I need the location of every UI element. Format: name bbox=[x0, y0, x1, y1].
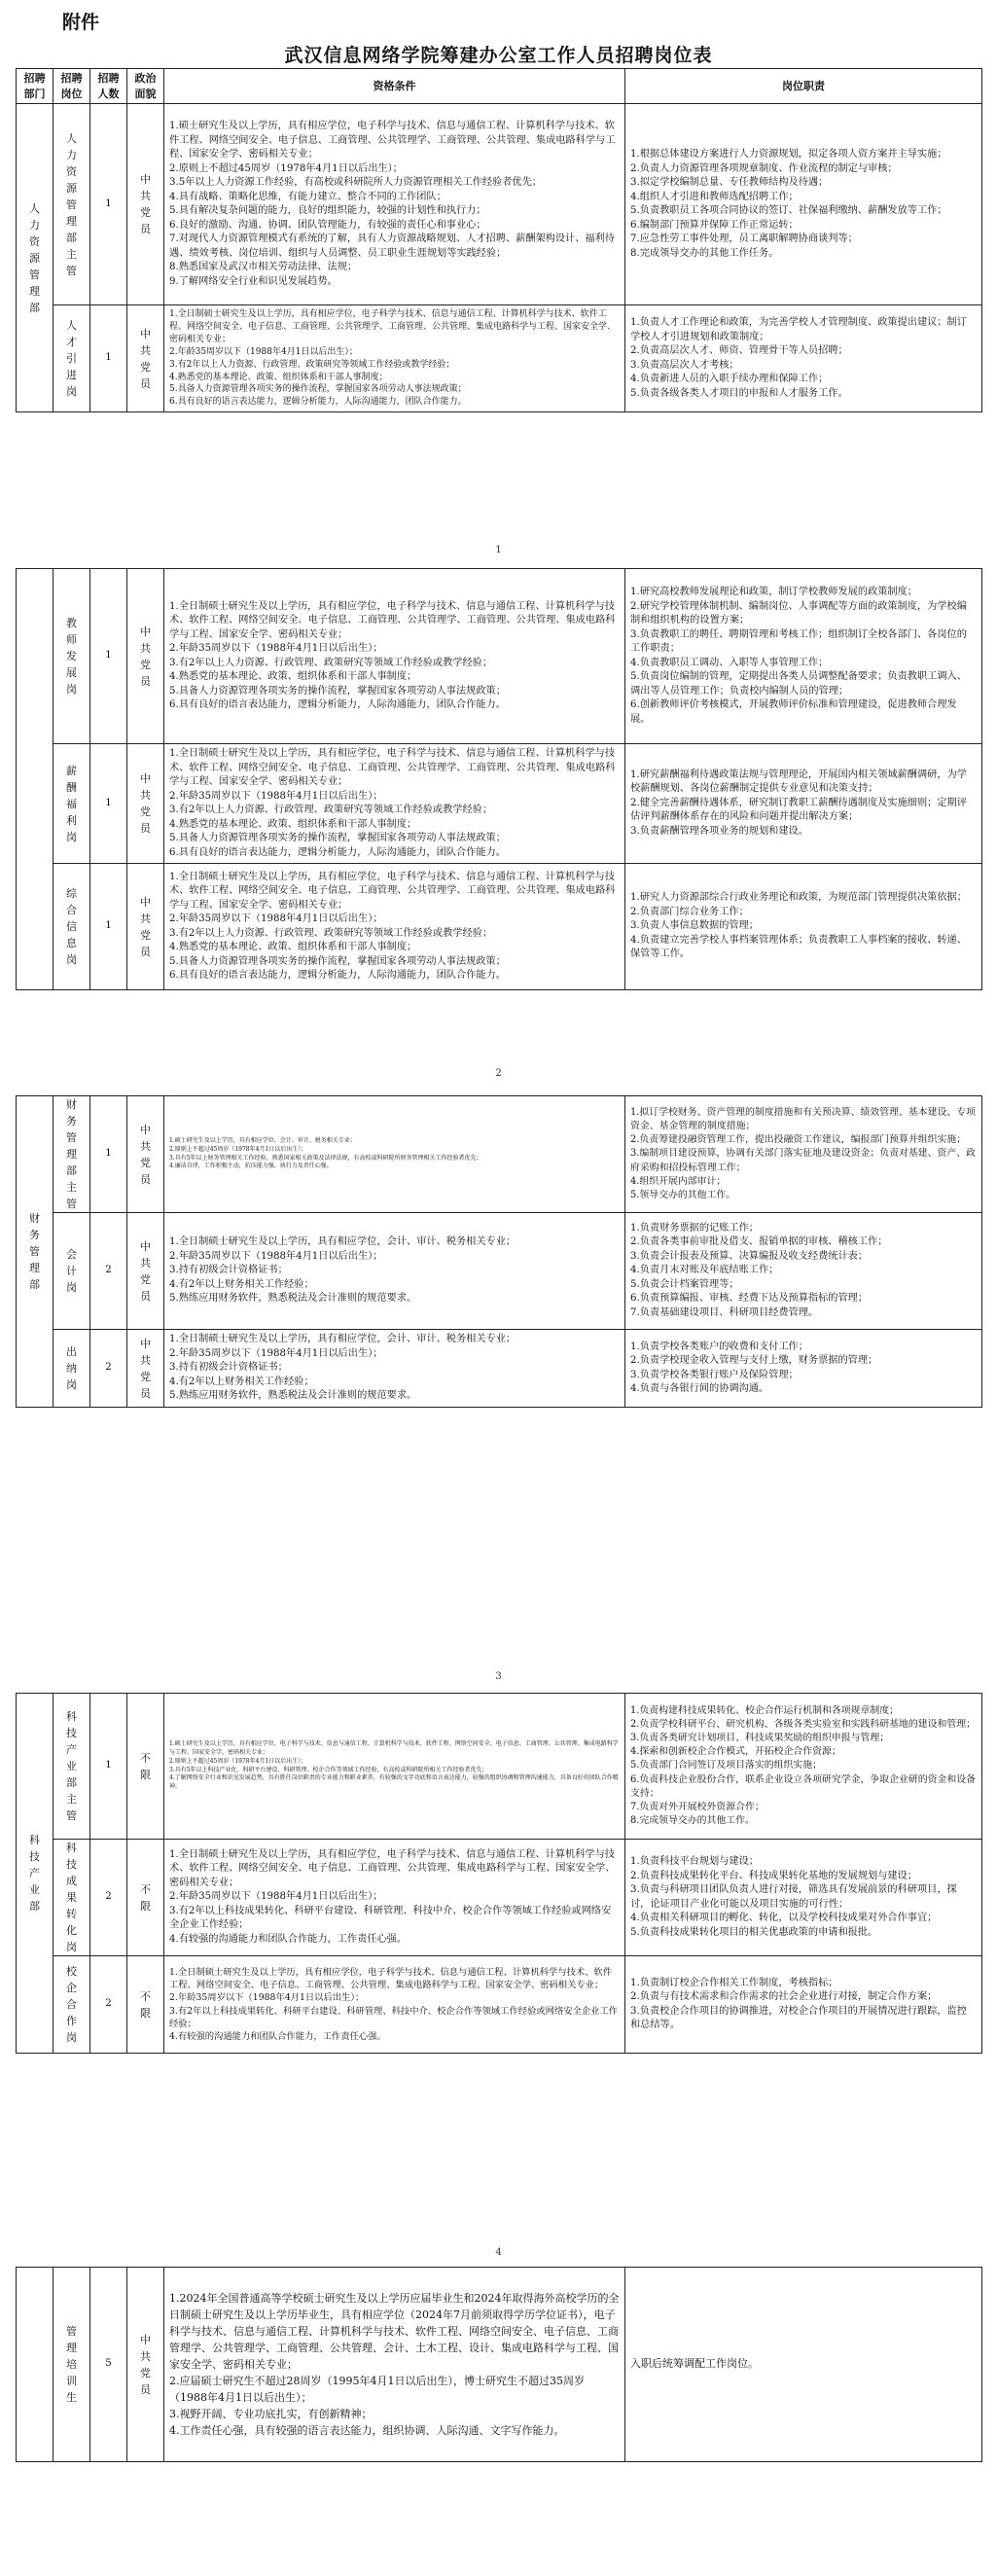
list-line: 3.负责薪酬管理各项业务的规划和建设。 bbox=[630, 825, 808, 837]
list-line: 1.硕士研究生及以上学历，具有相应学位，会计、审计、税务相关专业； bbox=[169, 1136, 356, 1144]
list-line: 4.具有战略、策略化思维，有能力建立、整合不同的工作团队； bbox=[169, 191, 446, 202]
position-political: 不限 bbox=[140, 1751, 151, 1781]
list-line: 3.负责与科研项目团队负责人进行对接，筛选具有发展前景的科研项目，探讨，论证项目产业化可能以及项目实施的可行性； bbox=[630, 1884, 957, 1910]
list-line: 6.负责预算编报、审核、经费下达及预算指标的管理； bbox=[630, 1293, 869, 1305]
list-line: 2.年龄35周岁以下（1988年4月1日以后出生）； bbox=[169, 346, 358, 357]
position-count: 1 bbox=[90, 1694, 127, 1840]
list-line: 4.负责与各银行间的协调沟通。 bbox=[630, 1383, 769, 1394]
list-line: 3.有2年以上人力资源、行政管理、政策研究等领域工作经验或教学经验； bbox=[169, 657, 493, 668]
list-line: 3.拟定学校编制总量、专任教师结构及待遇； bbox=[630, 177, 829, 188]
page-number: 3 bbox=[495, 1671, 502, 1682]
list-line: 3.视野开阔、专业功底扎实，有创新精神； bbox=[169, 2408, 373, 2420]
dept-name: 科技产业部 bbox=[29, 1834, 40, 1913]
position-political: 中共党员 bbox=[140, 1337, 151, 1400]
position-count: 1 bbox=[90, 744, 127, 864]
list-line: 5.熟练应用财务软件，熟悉税法及会计准则的规范要求。 bbox=[169, 1293, 417, 1305]
position-duties bbox=[625, 744, 982, 864]
list-line: 6.良好的激励、沟通、协调、团队管理能力，有较强的责任心和事业心； bbox=[169, 219, 486, 231]
list-line: 9.了解网络安全行业和识见发展趋势。 bbox=[169, 275, 338, 287]
list-line: 2.年龄35周岁以下（1988年4月1日以后出生）； bbox=[169, 790, 383, 802]
position-title: 科技成果转化岗 bbox=[66, 1842, 77, 1953]
list-line: 3.负责学校各类银行账户及保险管理； bbox=[630, 1369, 799, 1380]
position-requirements bbox=[164, 1096, 625, 1213]
list-line: 2.负责各类事前审批及借支、报销单据的审核、稽核工作； bbox=[630, 1236, 888, 1248]
position-duties bbox=[625, 1096, 982, 1213]
table-row bbox=[17, 1956, 982, 2054]
table-row bbox=[17, 305, 982, 412]
position-duties bbox=[625, 1213, 982, 1330]
list-line: 3.持有初级会计资格证书； bbox=[169, 1362, 288, 1374]
list-line: 3.负责高层次人才考核； bbox=[630, 359, 739, 371]
position-duties bbox=[625, 864, 982, 990]
col-header-political: 政治面貌 bbox=[134, 71, 157, 100]
list-line: 4.负责相关科研项目的孵化、转化，以及学校科技成果对外合作事宜； bbox=[630, 1913, 938, 1923]
list-line: 3.负责教职工的聘任、聘期管理和考核工作；组织制订全校各部门、各岗位的工作职责； bbox=[630, 628, 967, 654]
list-line: 2.原则上不超过45周岁（1978年4月1日以后出生）； bbox=[169, 1145, 307, 1153]
list-line: 2.应届硕士研究生不超过28周岁（1995年4月1日以后出生），博士研究生不超过35周岁（1988年4月1日以后出生）； bbox=[169, 2375, 585, 2404]
recruitment-table-section-1 bbox=[16, 68, 982, 412]
position-duties bbox=[625, 2268, 982, 2462]
position-political: 中共党员 bbox=[140, 173, 151, 235]
list-line: 4.负责建立完善学校人事档案管理体系；负责教职工人事档案的接收、转递、保管等工作。 bbox=[630, 934, 967, 960]
list-line: 2.年龄35周岁以下（1988年4月1日以后出生）； bbox=[169, 643, 383, 654]
table-row bbox=[17, 1096, 982, 1213]
list-line: 1.拟订学校财务、资产管理的制度措施和有关预决算、绩效管理、基本建设、专项资金、基金管理的制度措施； bbox=[630, 1107, 977, 1132]
list-line: 2.原则上不超过45周岁（1978年4月1日以后出生）； bbox=[169, 1757, 307, 1765]
list-line: 3.有2年以上人力资源、行政管理、政策研究等领域工作经验或教学经验； bbox=[169, 805, 493, 815]
position-title: 综合信息岗 bbox=[66, 887, 77, 966]
list-line: 6.创新教师评价考核模式，开展教师评价标准和管理建设，促进教师合理发展。 bbox=[630, 699, 957, 725]
position-count: 1 bbox=[90, 104, 127, 305]
position-title: 科技产业部主管 bbox=[66, 1710, 77, 1822]
list-line: 3.有2年以上人力资源、行政管理、政策研究等领域工作经验或教学经验； bbox=[169, 359, 455, 370]
recruitment-table-section-3 bbox=[16, 1095, 982, 1408]
position-count: 1 bbox=[90, 1096, 127, 1213]
list-line: 1.全日制硕士研究生及以上学历，具有相应学位，电子科学与技术、信息与通信工程、计算机科学与技术、软件工程、网络空间安全、电子信息、工商管理、公共管理学、工商管理、公共管理、集成电路科学与工程、国家安全学、密码相关专业； bbox=[169, 600, 616, 640]
position-title: 教师发展岗 bbox=[66, 617, 77, 696]
list-line: 7.对现代人力资源管理模式有系统的了解，具有人力资源战略规划、人才招聘、薪酬架构设计、福利待遇、绩效考核、岗位培训、组织与人员调整、员工职业生涯规划等实践经验； bbox=[169, 233, 615, 259]
list-line: 入职后统筹调配工作岗位。 bbox=[630, 2357, 759, 2371]
col-header-dept: 招聘部门 bbox=[23, 71, 46, 100]
position-requirements bbox=[164, 305, 625, 412]
position-duties bbox=[625, 569, 982, 744]
position-requirements bbox=[164, 1694, 625, 1840]
position-duties bbox=[625, 1956, 982, 2054]
list-line: 5.负责会计档案管理等； bbox=[630, 1278, 739, 1290]
list-line: 1.负责学校各类账户的收费和支付工作； bbox=[630, 1341, 808, 1352]
list-line: 1.研究薪酬福利待遇政策法规与管理理论，开展国内相关领域薪酬调研，为学校薪酬规划、各岗位薪酬制定提供专业意见和决策支持； bbox=[630, 769, 967, 795]
list-line: 6.负责科技企业股份合作，联系企业设立各项研究学金，争取企业研的资金和设备支持； bbox=[630, 1773, 977, 1799]
recruitment-table-section-2 bbox=[16, 568, 982, 990]
list-line: 2.年龄35周岁以下（1988年4月1日以后出生）； bbox=[169, 1250, 383, 1262]
position-political: 中共党员 bbox=[140, 2333, 151, 2396]
position-political: 中共党员 bbox=[140, 327, 151, 390]
position-count: 1 bbox=[90, 305, 127, 412]
position-title: 校企合作岗 bbox=[66, 1965, 77, 2044]
list-line: 5.领导交办的其他工作。 bbox=[630, 1189, 736, 1200]
list-line: 2.年龄35周岁以下（1988年4月1日以后出生）； bbox=[169, 1891, 383, 1903]
list-line: 1.全日制硕士研究生及以上学历，具有相应学位，电子科学与技术、信息与通信工程、计算机科学与技术、软件工程、网络空间安全、电子信息、工商管理、公共管理学、工商管理、公共管理、集成电路科学与工程、国家安全学、密码相关专业； bbox=[169, 871, 616, 911]
list-line: 2.负责学校科研平台、研究机构、各级各类实验室和实践科研基地的建设和管理； bbox=[630, 1719, 977, 1731]
list-line: 1.全日制硕士研究生及以上学历，具有相应学位，电子科学与技术、信息与通信工程、计算机科学与技术、软件工程、网络空间安全、电子信息、工商管理、公共管理学、工商管理、公共管理、集成电路科学与工程、国家安全学、密码相关专业； bbox=[169, 309, 617, 344]
list-line: 3.有2年以上科技成果转化、科研平台建设、科研管理、科技中介、校企合作等领域工作经验或网络安全企业工作经验； bbox=[169, 1905, 612, 1931]
list-line: 3.具有5年以上财务管理相关工作经验，熟悉国家相关政策及法律法规，有高校或科研院所财务管理相关工作经验者优先； bbox=[169, 1154, 482, 1162]
position-duties bbox=[625, 1330, 982, 1408]
recruitment-table-section-4 bbox=[16, 1693, 982, 2054]
position-count: 2 bbox=[90, 1330, 127, 1408]
position-requirements bbox=[164, 104, 625, 305]
list-line: 2.负责科技成果转化平台、科技成果转化基地的发展规划与建设； bbox=[630, 1870, 917, 1881]
list-line: 4.有2年以上财务相关工作经验； bbox=[169, 1376, 314, 1387]
page-number: 4 bbox=[495, 2247, 502, 2258]
list-line: 5.负责部门合同签订及项目落实的组织实施； bbox=[630, 1760, 823, 1771]
page-number: 2 bbox=[495, 1068, 502, 1079]
list-line: 2.负责高层次人才、师资、管理骨干等人员招聘； bbox=[630, 345, 848, 357]
position-count: 2 bbox=[90, 1213, 127, 1330]
list-line: 4.熟悉党的基本理论、政策、组织体系和干部人事制度； bbox=[169, 671, 417, 682]
list-line: 1.全日制硕士研究生及以上学历，具有相应学位，电子科学与技术、信息与通信工程、计算机科学与技术、软件工程、网络空间安全、电子信息、工商管理、公共管理学、工商管理、公共管理、集成电路科学与工程、国家安全学、密码相关专业； bbox=[169, 748, 616, 787]
position-requirements bbox=[164, 744, 625, 864]
table-row bbox=[17, 1840, 982, 1956]
list-line: 4.熟悉党的基本理论、政策、组织体系和干部人事制度； bbox=[169, 942, 417, 952]
list-line: 1.全日制硕士研究生及以上学历，具有相应学位，会计、审计、税务相关专业； bbox=[169, 1236, 516, 1248]
position-title: 人才引进岗 bbox=[66, 319, 77, 399]
list-line: 6.具有良好的语言表达能力，逻辑分析能力，人际沟通能力，团队合作能力。 bbox=[169, 970, 506, 981]
list-line: 4.组织开展内部审计； bbox=[630, 1175, 727, 1187]
list-line: 7.应急性劳工事件处理，员工离职解聘协商谈判等； bbox=[630, 233, 858, 244]
position-duties bbox=[625, 1840, 982, 1956]
position-title: 管理培训生 bbox=[66, 2325, 77, 2404]
list-line: 2.负责学校现金收入管理与支付上缴，财务票据的管理； bbox=[630, 1355, 878, 1366]
position-requirements bbox=[164, 1213, 625, 1330]
list-line: 1.2024年全国普通高等学校硕士研究生及以上学历应届毕业生和2024年取得海外高校学历的全日制硕士研究生及以上学历毕业生，具有相应学位（2024年7月前须取得学历学位证书），电子科学与技术、信息与通信工程、计算机科学与技术、软件工程、网络空间安全、电子信息、工商管理学、公共管理学、工商管理、公共管理、会计、土木工程、设计、集成电路科学与工程、国家安全学、密码相关专业； bbox=[169, 2292, 620, 2371]
list-line: 8.完成领导交办的其他工作任务。 bbox=[630, 247, 779, 259]
list-line: 3.负责会计报表及预算、决算编报及收支经费统计表； bbox=[630, 1250, 869, 1262]
list-line: 5.具备人力资源管理各项实务的操作流程，掌握国家各项劳动人事法规政策； bbox=[169, 833, 506, 843]
list-line: 4.负责月末对账及年底结账工作； bbox=[630, 1265, 779, 1276]
list-line: 1.全日制硕士研究生及以上学历，具有相应学位，会计、审计、税务相关专业； bbox=[169, 1334, 516, 1345]
col-header-count: 招聘人数 bbox=[97, 71, 120, 100]
list-line: 2.年龄35周岁以下（1988年4月1日以后出生）； bbox=[169, 913, 383, 924]
list-line: 2.负责与有技术需求和合作需求的社会企业进行对接，制定合作方案； bbox=[630, 1991, 938, 2002]
list-line: 3.有2年以上人力资源、行政管理、政策研究等领域工作经验或教学经验； bbox=[169, 927, 493, 939]
position-requirements bbox=[164, 2268, 625, 2462]
position-duties bbox=[625, 104, 982, 305]
position-duties bbox=[625, 1694, 982, 1840]
list-line: 4.负责教职员工调动、入职等人事管理工作； bbox=[630, 657, 829, 668]
position-title: 人力资源管理部主管 bbox=[66, 131, 77, 277]
table-header-row bbox=[17, 69, 982, 104]
page-title: 武汉信息网络学院筹建办公室工作人员招聘岗位表 bbox=[284, 45, 713, 66]
position-title: 薪酬福利岗 bbox=[66, 764, 77, 843]
dept-name: 人力资源管理部 bbox=[29, 201, 40, 314]
table-row bbox=[17, 864, 982, 990]
position-count: 2 bbox=[90, 1840, 127, 1956]
list-line: 2.研究学校管理体制机制、编制岗位、人事调配等方面的政策制度，为学校编制和组织机构的设置方案； bbox=[630, 600, 967, 626]
list-line: 2.健全完善薪酬待遇体系，研究制订教职工薪酬待遇制度及实施细则；定期评估评判薪酬体系存在的风险和问题并提出解决方案； bbox=[630, 797, 967, 823]
list-line: 5.熟练应用财务软件，熟悉税法及会计准则的规范要求。 bbox=[169, 1390, 417, 1402]
table-row bbox=[17, 2268, 982, 2462]
list-line: 8.熟悉国家及武汉市相关劳动法律、法规； bbox=[169, 262, 358, 272]
list-line: 8.完成领导交办的其他工作。 bbox=[630, 1814, 755, 1826]
table-row bbox=[17, 104, 982, 305]
position-requirements bbox=[164, 1840, 625, 1956]
page-number: 1 bbox=[495, 545, 502, 555]
list-line: 3.5年以上人力资源工作经验，有高校或科研院所人力资源管理相关工作经验者优先； bbox=[169, 177, 542, 188]
list-line: 5.具备人力资源管理各项实务的操作流程，掌握国家各项劳动人事法规政策； bbox=[169, 955, 506, 967]
list-line: 1.负责科技平台规划与建设； bbox=[630, 1856, 759, 1867]
position-political: 中共党员 bbox=[140, 772, 151, 835]
list-line: 5.具备人力资源管理各项实务的操作流程，掌握国家各项劳动人事法规政策； bbox=[169, 384, 467, 395]
list-line: 3.负责人事信息数据的管理； bbox=[630, 920, 759, 932]
list-line: 1.负责制订校企合作相关工作制度，考核指标； bbox=[630, 1977, 838, 1988]
position-duties bbox=[625, 305, 982, 412]
list-line: 6.具有良好的语言表达能力，逻辑分析能力，人际沟通能力，团队合作能力。 bbox=[169, 699, 506, 710]
list-line: 3.持有初级会计资格证书； bbox=[169, 1265, 288, 1276]
position-count: 5 bbox=[90, 2268, 127, 2462]
position-requirements bbox=[164, 1956, 625, 2054]
list-line: 6.具有良好的语言表达能力，逻辑分析能力，人际沟通能力，团队合作能力。 bbox=[169, 846, 506, 858]
col-header-duties: 岗位职责 bbox=[625, 69, 982, 104]
list-line: 3.编制项目建设预算，协调有关部门落实征地及建设资金；负责对基建、资产、政府采购和招投标管理工作； bbox=[630, 1148, 977, 1173]
position-count: 1 bbox=[90, 569, 127, 744]
list-line: 1.根据总体建设方案进行人力资源规划，拟定各项人资方案并主导实施； bbox=[630, 149, 947, 160]
table-row bbox=[17, 569, 982, 744]
list-line: 2.年龄35周岁以下（1988年4月1日以后出生）； bbox=[169, 1992, 365, 2004]
position-requirements bbox=[164, 569, 625, 744]
list-line: 5.负责科技成果转化项目的相关优惠政策的申请和报批。 bbox=[630, 1926, 878, 1938]
col-header-position: 招聘岗位 bbox=[60, 71, 83, 100]
list-line: 4.有2年以上财务相关工作经验； bbox=[169, 1278, 314, 1290]
list-line: 5.具有解决复杂问题的能力，良好的组织能力，较强的计划性和执行力； bbox=[169, 205, 486, 216]
list-line: 4.廉洁自律，工作积极主动，抗压能力强，执行力及责任心强。 bbox=[169, 1163, 333, 1170]
list-line: 3.有2年以上科技成果转化、科研平台建设、科研管理、科技中介、校企合作等领域工作经验或网络安全企业工作经验； bbox=[169, 2005, 619, 2029]
list-line: 5.负责各级各类人才项目的申报和人才服务工作。 bbox=[630, 387, 848, 399]
list-line: 4.熟悉党的基本理论、政策、组织体系和干部人事制度； bbox=[169, 818, 417, 830]
position-title: 财务管理部主管 bbox=[66, 1098, 77, 1210]
position-political: 中共党员 bbox=[140, 1123, 151, 1186]
list-line: 4.了解网络安全行业和识见发展趋势，具有胜任岗位职责的专业能力和职业素养，有较强的文字功底和语言表达能力，较强的组织协调和管理沟通能力，具备良好的团队合作精神。 bbox=[169, 1774, 619, 1791]
table-row bbox=[17, 1330, 982, 1408]
list-line: 1.负责财务票据的记账工作； bbox=[630, 1222, 759, 1234]
list-line: 5.负责教职员工各项合同协议的签订、社保福利缴纳、薪酬发放等工作； bbox=[630, 205, 947, 216]
list-line: 3.负责各类研究计划项目、科技成果奖励的组织申报与管理； bbox=[630, 1733, 890, 1744]
list-line: 1.负责人才工作理论和政策，为完善学校人才管理制度、政策提出建议；制订学校人才引进规划和政策制度； bbox=[630, 317, 967, 342]
list-line: 3.具有5年以上科技产业化、科研平台建设、科研管理、校企合作等领域工作经验，有高校或科研院所相关工作经验者优先； bbox=[169, 1766, 488, 1773]
list-line: 2.原则上不超过45周岁（1978年4月1日以后出生）； bbox=[169, 162, 403, 174]
list-line: 4.探索和创新校企合作模式，开拓校企合作资源； bbox=[630, 1746, 841, 1758]
list-line: 2.负责人力资源管理各项规章制度、作业流程的制定与审核； bbox=[630, 162, 898, 174]
list-line: 2.年龄35周岁以下（1988年4月1日以后出生）； bbox=[169, 1347, 383, 1359]
list-line: 6.具有良好的语言表达能力，逻辑分析能力，人际沟通能力，团队合作能力。 bbox=[169, 397, 467, 408]
list-line: 4.有较强的沟通能力和团队合作能力，工作责任心强。 bbox=[169, 2031, 386, 2043]
position-political: 中共党员 bbox=[140, 895, 151, 958]
table-row bbox=[17, 744, 982, 864]
list-line: 4.熟悉党的基本理论、政策、组织体系和干部人事制度； bbox=[169, 372, 388, 382]
position-requirements bbox=[164, 864, 625, 990]
position-political: 不限 bbox=[140, 1989, 151, 2020]
list-line: 3.负责校企合作项目的协调推进，对校企合作项目的开展情况进行跟踪，监控和总结等。 bbox=[630, 2005, 967, 2030]
list-line: 1.研究高校教师发展理论和政策，制订学校教师发展的政策制度； bbox=[630, 587, 917, 597]
list-line: 5.负责岗位编制的管理，定期提出各类人员调整配备要求；负责教职工调入、调出等人员管理工作；负责校内编制人员的管理； bbox=[630, 671, 967, 697]
list-line: 7.负责基础建设项目、科研项目经费管理。 bbox=[630, 1306, 819, 1318]
position-title: 出纳岗 bbox=[66, 1345, 77, 1391]
list-line: 4.有较强的沟通能力和团队合作能力，工作责任心强。 bbox=[169, 1933, 408, 1945]
list-line: 1.研究人力资源部综合行政业务理论和政策，为规范部门管理提供决策依据； bbox=[630, 892, 967, 904]
list-line: 2.负责部门综合业务工作； bbox=[630, 906, 749, 917]
list-line: 2.负责筹建投融资管理工作，提出投融资工作建议，编报部门预算并组织实施； bbox=[630, 1134, 967, 1146]
position-political: 中共党员 bbox=[140, 625, 151, 688]
list-line: 1.硕士研究生及以上学历，具有相应学位，电子科学与技术、信息与通信工程、计算机科学与技术、软件工程、网络空间安全、电子信息、工商管理、公共管理学、工商管理、公共管理、集成电路科学与工程、国家安全学、密码相关专业； bbox=[169, 121, 616, 160]
list-line: 7.负责对外开展校外资源合作； bbox=[630, 1801, 765, 1812]
list-line: 1.全日制硕士研究生及以上学历，具有相应学位，电子科学与技术、信息与通信工程、计算机科学与技术、软件工程、网络空间安全、电子信息、工商管理、公共管理、集成电路科学与工程、国家安全学、密码相关专业； bbox=[169, 1848, 616, 1888]
position-count: 2 bbox=[90, 1956, 127, 2054]
position-count: 1 bbox=[90, 864, 127, 990]
position-political: 不限 bbox=[140, 1882, 151, 1913]
attachment-label: 附件 bbox=[62, 12, 100, 33]
col-header-requirements: 资格条件 bbox=[164, 69, 625, 104]
list-line: 4.组织人才引进和教师选配招聘工作； bbox=[630, 191, 799, 202]
list-line: 1.负责构建科技成果转化、校企合作运行机制和各项规章制度； bbox=[630, 1705, 900, 1717]
list-line: 1.硕士研究生及以上学历，具有相应学位，电子科学与技术、信息与通信工程、计算机科学与技术、软件工程、网络空间安全、电子信息、工商管理、公共管理、集成电路科学与工程、国家安全学、密码相关专业； bbox=[169, 1739, 619, 1756]
list-line: 5.具备人力资源管理各项实务的操作流程，掌握国家各项劳动人事法规政策； bbox=[169, 685, 506, 697]
list-line: 6.编制部门预算并保障工作正常运转； bbox=[630, 219, 799, 231]
list-line: 4.负责新进人员的入职手续办理和保障工作； bbox=[630, 374, 829, 385]
recruitment-table-section-5 bbox=[16, 2267, 982, 2462]
list-line: 1.全日制硕士研究生及以上学历，具有相应学位，电子科学与技术、信息与通信工程、计算机科学与技术、软件工程、网络空间安全、电子信息、工商管理、公共管理、集成电路科学与工程、国家安全学、密码相关专业； bbox=[169, 1966, 613, 1990]
position-political: 中共党员 bbox=[140, 1239, 151, 1303]
position-title: 会计岗 bbox=[66, 1248, 77, 1294]
table-row bbox=[17, 1213, 982, 1330]
list-line: 4.工作责任心强，具有较强的语言表达能力，组织协调、人际沟通、文字写作能力。 bbox=[169, 2424, 565, 2437]
table-row bbox=[17, 1694, 982, 1840]
position-requirements bbox=[164, 1330, 625, 1408]
dept-name: 财务管理部 bbox=[29, 1212, 40, 1291]
